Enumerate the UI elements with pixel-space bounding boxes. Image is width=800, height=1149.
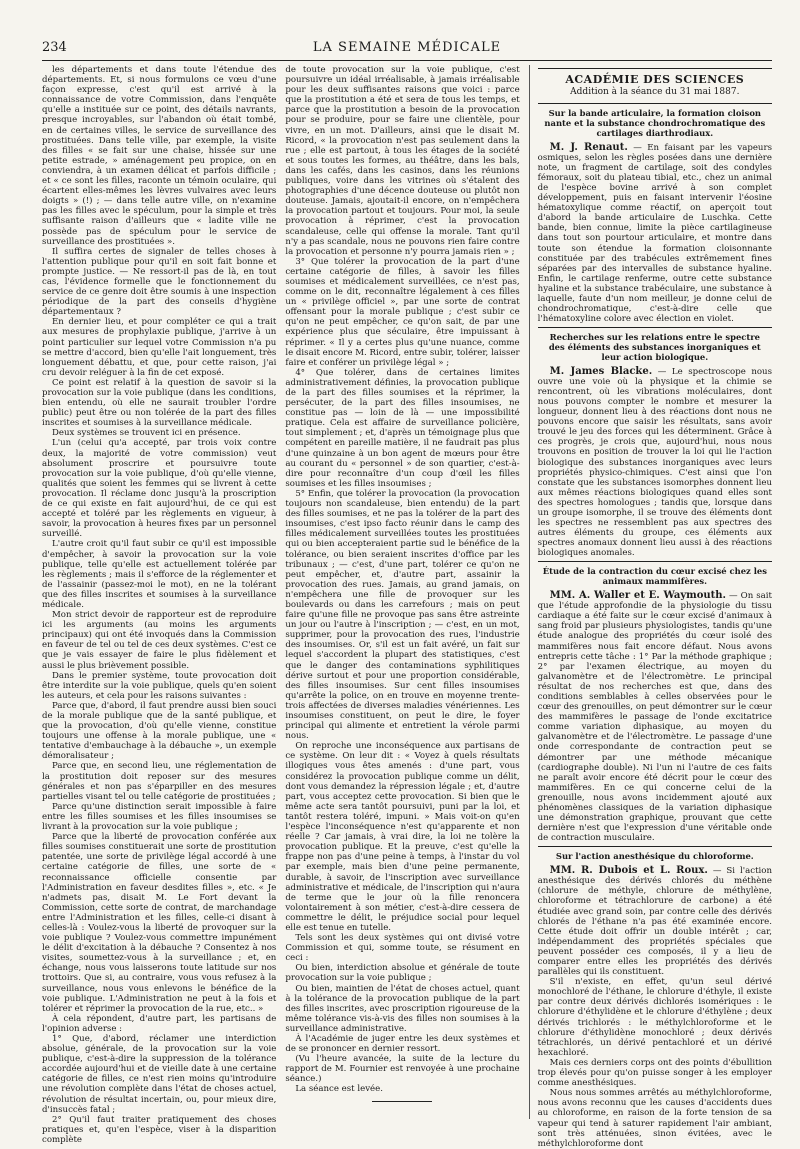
- paragraph: Ou bien, interdiction absolue et générale de toute provocation sur la voie publique ;: [285, 963, 520, 984]
- rule: [538, 103, 772, 104]
- paragraph: 5° Enfin, que tolérer la provocation (la provocation toujours non scandaleuse, bien entendu) de la part des filles soumises, et ne pas la tolérer de la part des insoumises, c'est ipso facto réunir dans le camp des filles médicalement surveillées toutes les prostituées qui ou bien accepteraient partie sud le bénéfice de la tolérance, ou bien seraient inscrites d'office par les tribunaux ; — c'est, d'une part, tolérer ce qu'on ne peut empêcher, et, d'autre part, assainir la provocation des rues. Jamais, au grand jamais, on n'empêchera une fille de provoquer sur les boulevards ou dans les carrefours ; mais on peut faire qu'une fille ne provoque pas sans être astreinte un jour ou l'autre à l'inscription ; — c'est, en un mot, supprimer, pour la provocation des rues, l'industrie des insoumises. Or, s'il est un fait avéré, un fait sur lequel s'accordent la plupart des statistiques, c'est que le danger des contaminations syphilitiques dérive surtout et pour une proportion considérable, des filles insoumises. Sur cent filles insoumises qu'arrête la police, on en trouve en moyenne trente-trois affectées de diverses maladies vénériennes. Les insoumises constituent, on peut le dire, le foyer principal qui alimente et entretient la vérole parmi nous.: [285, 488, 520, 742]
- column-middle: [285, 65, 519, 1119]
- paragraph: À l'Académie de juger entre les deux systèmes et de se prononcer en dernier ressort.: [285, 1034, 520, 1055]
- paragraph: Il suffira certes de signaler de telles choses à l'attention publique pour qu'il en soit fait bonne et prompte justice. — Ne ressort-il pas de là, en tout cas, l'évidence formelle que le fonctionnement du service de ce genre doit être soumis à une inspection périodique de la part des conseils d'hygiène départementaux ?: [42, 246, 277, 318]
- paragraph: Ou bien, maintien de l'état de choses actuel, quant à la tolérance de la provocation publique de la part des filles inscrites, avec proscription rigoureuse de la même tolérance vis-à-vis des filles non soumises à la surveillance administrative.: [285, 983, 520, 1034]
- paragraph: L'un (celui qu'a accepté, par trois voix contre deux, la majorité de votre commission) veut absolument proscrire et poursuivre toute provocation sur la voie publique, d'où qu'elle vienne, qualités que soient les femmes qui se livrent à cette provocation. Il réclame donc jusqu'à la proscription de ce qui existe en fait aujourd'hui, de ce qui est accepté et toléré par les règlements en vigueur, à savoir, la provocation à heures fixes par un personnel surveillé.: [42, 438, 277, 540]
- paragraph: 1° Que, d'abord, réclamer une interdiction absolue, générale, de la provocation sur la voie publique, c'est-à-dire la suppression de la tolérance accordée aujourd'hui et de vieille date à une certaine catégorie de filles, ce n'est rien moins qu'introduire une révolution complète dans l'état de choses actuel, révolution de résultat incertain, ou, pour mieux dire, d'insuccès fatal ;: [42, 1034, 277, 1115]
- rule: [538, 561, 772, 562]
- paragraph: Ce point est relatif à la question de savoir si la provocation sur la voie publique (dans les conditions, bien entendu, où elle ne saurait troubler l'ordre public) peut être ou non tolérée de la part des filles inscrites et soumises à la surveillance médicale.: [42, 377, 277, 429]
- paragraph: Mais ces derniers corps ont des points d'ébullition trop élevés pour qu'on puisse songer à les employer comme anesthésiques.: [537, 1057, 772, 1089]
- paragraph: Parce que, d'abord, il faut prendre aussi bien souci de la morale publique que de la santé publique, et que la provocation, d'où qu'elle vienne, constitue toujours une offense à la morale publique, une « tentative d'embauchage à la débauche », un exemple démoralisateur ;: [42, 700, 277, 762]
- end-separator: [372, 1101, 432, 1102]
- paragraph: 3° Que tolérer la provocation de la part d'une certaine catégorie de filles, à savoir les filles soumises et médicalement surveillées, ce n'est pas, comme on le dit, reconnaître légalement à ces filles un « privilège officiel », par une sorte de contrat offensant pour la morale publique ; c'est subir ce qu'on ne peut empêcher, ce qu'on sait, de par une expérience plus que séculaire, être impuissant à réprimer. « Il y a certes plus qu'une nuance, comme le disait encore M. Ricord, entre subir, tolérer, laisser faire et conférer un privilège légal » ;: [285, 256, 520, 368]
- paragraph: (Vu l'heure avancée, la suite de la lecture du rapport de M. Fournier est renvoyée à une prochaine séance.): [285, 1054, 520, 1085]
- paragraph: Deux systèmes se trouvent ici en présence.: [52, 428, 241, 439]
- article-title: Recherches sur les relations entre le spectre des éléments des substances inorganiques et leur action biologique.: [548, 332, 761, 362]
- paragraph: Dans le premier système, toute provocation doit être interdite sur la voie publique, quels qu'en soient les auteurs, et cela pour les raisons suivantes :: [42, 670, 277, 701]
- article-author: M. James Blacke.: [549, 365, 653, 377]
- rule: [538, 68, 772, 69]
- paragraph: S'il n'existe, en effet, qu'un seul dérivé monochloré de l'éthane, le chlorure d'éthyle, il existe par contre deux dérivés dichlorés isomériques : le chlorure d'éthylidène et le chlorure d'éthylène ; deux dérivés trichlorés : le méthylchloroforme et le chlorure d'éthylidène monochloré ; deux dérivés tétrachlorés, un dérivé pentachloré et un dérivé hexachloré.: [537, 977, 772, 1058]
- rule: [538, 327, 772, 328]
- section-heading: ACADÉMIE DES SCIENCES: [565, 73, 745, 86]
- article-text: — Si l'action anesthésique des dérivés chlorés du méthène (chlorure de méthyle, chlorure de méthylène, chloroforme et tétrachlorure de carbone) a été étudiée avec grand soin, par contre celle des dérivés chlorés de l'éthane n'a pas été examinée encore. Cette étude doit offrir un double intérêt ; car, indépendamment des propriétés spéciales que peuvent posséder ces composés, il y a lieu de comparer entre elles les propriétés des dérivés parallèles qui ils constituent.: [537, 866, 772, 978]
- article-author: M. J. Renaut.: [549, 141, 628, 153]
- article-text: — On sait que l'étude approfondie de la physiologie du tissu cardiaque a été faite sur le cœur excisé d'animaux à sang froid par plusieurs physiologistes, tandis qu'une étude analogue des propriétés du cœur isolé des mammifères nous fait encore défaut. Nous avons entrepris cette tâche : 1° Par la méthode graphique ; 2° par l'examen électrique, au moyen du galvanomètre et de l'électromètre. Le principal résultat de nos recherches est que, dans des conditions semblables à celles observées pour le cœur des grenouilles, on peut démontrer sur le cœur des mammifères le passage de l'onde excitatrice comme variation diphasique, au moyen du galvanomètre et de l'électromètre. Le passage d'une onde correspondante de contraction peut se démontrer par une méthode mécanique (cardiographe double). Ni l'un ni l'autre de ces faits ne paraît avoir encore été décrit pour le cœur des mammifères. En ce qui concerne celui de la grenouille, nous avons incidemment ajouté aux phénomènes classiques de la variation diphasique une démonstration graphique, prouvant que cette dernière n'est que l'expression d'une véritable onde de contraction musculaire.: [537, 591, 772, 844]
- column-left: [42, 65, 277, 1145]
- paragraph: Tels sont les deux systèmes qui ont divisé votre Commission et qui, somme toute, se résument en ceci :: [285, 933, 520, 964]
- paragraph: Parce qu'une distinction serait impossible à faire entre les filles soumises et les filles insoumises se livrant à la provocation sur la voie publique ;: [42, 801, 277, 833]
- article-title: Étude de la contraction du cœur excisé chez les animaux mammifères.: [542, 566, 767, 587]
- paragraph: 4° Que tolérer, dans de certaines limites administrativement définies, la provocation publique de la part des filles soumises et la réprimer, la persécuter, de la part des filles insoumises, ne constitue pas — loin de là — une impossibilité pratique. Cela est affaire de surveillance policière, tout simplement ; et, d'après un témoignage plus que compétent en pareille matière, il ne faudrait pas plus d'une quinzaine à un bon agent de mœurs pour être au courant du « personnel » de son quartier, c'est-à-dire pour reconnaître d'un coup d'œil les filles soumises et les filles insoumises ;: [285, 367, 520, 489]
- paragraph: À cela répondent, d'autre part, les partisans de l'opinion adverse :: [42, 1013, 277, 1034]
- article-text: — En faisant par les vapeurs osmiques, selon les règles posées dans une dernière note, un fragment de cartilage, soit des condyles fémoraux, soit du plateau tibial, etc., chez un animal de l'espèce bovine arrivé à son complet développement, puis en faisant intervenir l'éosine hématoxylique comme réactif, on aperçoit tout d'abord la bande articulaire de Luschka. Cette bande, bien connue, limite la pièce cartilagineuse dans tout son pourtour articulaire, et montre dans toute son étendue la formation cloisonnante constituée par des trabécules extrêmement fines séparées par des intervalles de substance hyaline. Enfin, le cartilage renferme, outre cette substance hyaline et la substance trabéculaire, une substance à laquelle, faute d'un nom meilleur, je donne celui de chondrochromatique, c'est-à-dire celle que l'hématoxyline colore avec élection en violet.: [537, 142, 772, 325]
- paragraph: L'autre croit qu'il faut subir ce qu'il est impossible d'empêcher, à savoir la provocation sur la voie publique, telle qu'elle est actuellement tolérée par les règlements ; mais il s'efforce de la réglementer et de l'assainir (passez-moi le mot), en ne la tolérant que des filles inscrites et soumises à la surveillance médicale.: [42, 539, 277, 610]
- page-number: 234: [42, 40, 67, 55]
- session-date: Addition à la séance du 31 mai 1887.: [570, 87, 740, 98]
- article-body: [538, 367, 772, 559]
- paragraph: On reproche une inconséquence aux partisans de ce système. On leur dit : « Voyez à quels résultats illogiques vous êtes amenés : d'une part, vous considérez la provocation publique comme un délit, dont vous demandez la répression légale ; et, d'autre part, vous acceptez cette provocation. Si bien que le même acte sera tantôt poursuivi, puni par la loi, et tantôt resterа toléré, impuni. » Mais voit-on qu'en l'espèce l'inconséquence n'est qu'apparente et non réelle ? Car jamais, à vrai dire, la loi ne tolère la provocation publique. Et la preuve, c'est qu'elle la frappe non pas d'une peine à temps, à l'instar du vol par exemple, mais bien d'une peine permanente, durable, à savoir, de l'inscription avec surveillance administrative et médicale, de l'inscription qui n'aura de terme que le jour où la fille renoncera volontairement à son métier, c'est-à-dire cessera de commettre le délit, le préjudice social pour lequel elle est tenue en tutelle.: [285, 741, 520, 933]
- article-text: — Le spectroscope nous ouvre une voie où la physique et la chimie se rencontrent, où les vibrations moléculaires, dont nous pouvons compter le nombre et mesurer la longueur, donnent lieu à des réactions dont nous ne pouvons encore que saisir les résultats, sans avoir trouvé le jeu des forces qui les déterminent. Grâce à ces progrès, je crois que, aujourd'hui, nous nous trouvons en position de trouver la loi qui lie l'action biologique des substances inorganiques avec leurs propriétés physico-chimiques. C'est ainsi que l'on constate que les substances isomorphes donnent lieu aux mêmes réactions biologiques quand elles sont des spectres homologues ; tandis que, lorsque dans un groupe isomorphe, il se trouve des éléments dont les spectres ne ressemblent pas aux spectres des autres éléments du groupe, ces éléments aux spectres anomaux donnent lieu aussi à des réactions biologiques anomales.: [537, 366, 772, 559]
- article-body: [538, 866, 772, 977]
- paragraph: Nous nous sommes arrêtés au méthylchloroforme, nous avons reconnu que les causes d'accidents dues au chloroforme, en raison de la forte tension de sa vapeur qui tend à saturer rapidement l'air ambiant, sont très atténuées, sinon évitées, avec le méthylchloroforme dont: [537, 1088, 772, 1149]
- article-title: Sur la bande articulaire, la formation cloison nante et la substance chondrochromatique des cartilages diarthrodiaux.: [544, 108, 766, 138]
- paragraph: 2° Qu'il faut traiter pratiquement des choses pratiques et, qu'en l'espèce, viser à la disparition complète: [42, 1114, 277, 1145]
- paragraph: La séance est levée.: [295, 1084, 383, 1095]
- article-body: [538, 143, 772, 325]
- rule: [538, 846, 772, 847]
- paragraph: les départements et dans toute l'étendue des départements. Et, si nous formulons ce vœu d'une façon expresse, c'est qu'il est arrivé à la connaissance de votre Commission, dans l'enquête qu'elle a instituée sur ce point, des détails navrants, presque incroyables, sur l'abandon où était tombé, en de certaines villes, le service de surveillance des prostituées. Dans telle ville, par exemple, la visite des filles « se fait sur une chaise, hissée sur une petite estrade, » aménagement peu propice, on en conviendra, à un examen délicat et parfois difficile ; et « ce sont les filles, raconte un témoin oculaire, qui écartent elles-mêmes les lèvres vulvaires avec leurs doigts » (!) ; — dans telle autre ville, on n'examine pas les filles avec le spéculum, pour la simple et très suffisante raison d'ailleurs que « ladite ville ne possède pas de spéculum pour le service de surveillance des prostituées ».: [42, 65, 277, 247]
- article-body: [538, 591, 772, 843]
- paragraph: Parce que, en second lieu, une réglementation de la prostitution doit reposer sur des mesures générales et non pas s'éparpiller en des mesures partielles visant tel ou telle catégorie de prostituées ;: [42, 761, 277, 802]
- running-header: [42, 38, 772, 61]
- journal-title: LA SEMAINE MÉDICALE: [312, 40, 502, 55]
- column-right: [529, 65, 772, 1149]
- paragraph: de toute provocation sur la voie publique, c'est poursuivre un idéal irréalisable, à jamais irréalisable pour les deux suffisantes raisons que voici : parce que la prostitution a été et sera de tous les temps, et parce que la prostitution a besoin de la provocation pour se produire, pour se faire une clientèle, pour vivre, en un mot. D'ailleurs, ainsi que le disait M. Ricord, « la provocation n'est pas seulement dans la rue ; elle est partout, à tous les étages de la société et sous toutes les formes, au théâtre, dans les bals, dans les cafés, dans les casinos, dans les réunions publiques, voire dans les vitrines où s'étalent des photographies d'une décence douteuse ou plutôt non douteuse. Jamais, ajoutait-il encore, on n'empêchera la provocation partout et toujours. Pour moi, la seule provocation à réprimer, c'est la provocation scandaleuse, celle qui offense la morale. Tant qu'il n'y a pas scandale, nous ne pouvons rien faire contre la provocation et personne n'y pourra jamais rien » ;: [285, 65, 520, 257]
- text-columns: [42, 65, 772, 1149]
- paragraph: En dernier lieu, et pour compléter ce qui a trait aux mesures de prophylaxie publique, j'arrive à un point particulier sur lequel votre Commission n'a pu se mettre d'accord, bien qu'elle l'ait longuement, très longuement débattu, et que, pour cette raison, j'ai cru devoir reléguer à la fin de cet exposé.: [42, 317, 277, 378]
- article-title: Sur l'action anesthésique du chloroforme.: [555, 851, 754, 862]
- paragraph: Parce que la liberté de provocation conférée aux filles soumises constituerait une sorte de prostitution patentée, une sorte de privilège légal accordé à une certaine catégorie de filles, une sorte de « reconnaissance officielle consentie par l'Administration en faveur desdites filles », etc. « Je n'admets pas, disait M. Le Fort devant la Commission, cette sorte de contrat, de marchandage entre l'Administration et les filles, celle-ci disant à celles-là : Voulez-vous la liberté de provoquer sur la voie publique ? Voulez-vous commettre impunément le délit d'excitation à la débauche ? Consentez à nos visites, soumettez-vous à la surveillance ; et, en échange, nous vous laisserons toute latitude sur nos trottoirs. Que si, au contraire, vous vous refusez à la surveillance, nous vous enlevons le bénéfice de la voie publique. L'Administration ne peut à la fois et tolérer et réprimer la provocation de la rue, etc.. »: [42, 832, 277, 1014]
- article-author: MM. A. Waller et E. Waymouth.: [549, 590, 727, 602]
- article-author: MM. R. Dubois et L. Roux.: [549, 865, 708, 877]
- paragraph: Mon strict devoir de rapporteur est de reproduire ici les arguments (au moins les arguments principaux) qui ont été invoqués dans la Commission en faveur de tel ou tel de ces deux systèmes. C'est ce que je vais essayer de faire le plus fidèlement et aussi le plus brièvement possible.: [42, 610, 277, 671]
